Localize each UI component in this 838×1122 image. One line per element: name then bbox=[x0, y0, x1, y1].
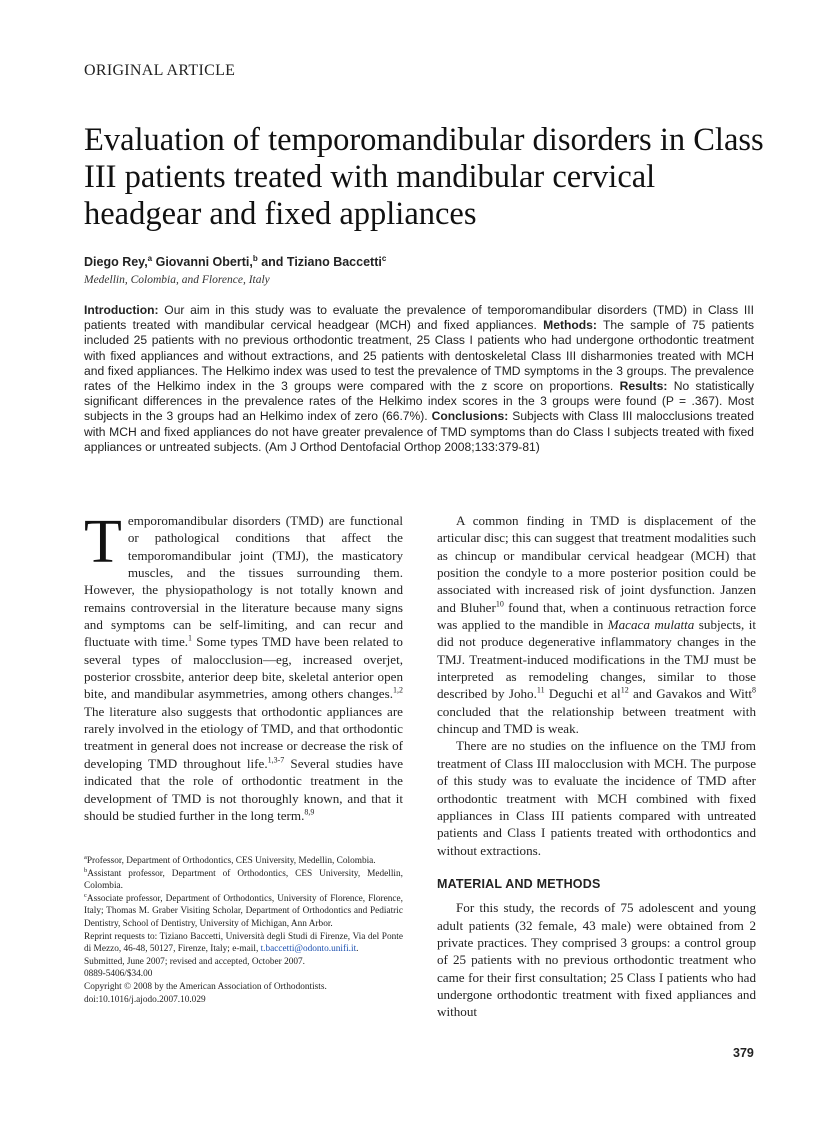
abstract-intro-text: Our aim in this study was to evaluate the prevalence of temporomandibular disorders (TMD) in Class III patients treated with mandibular cervical headgear (MCH) and fixed appliances. bbox=[84, 303, 754, 333]
citation[interactable]: 8,9 bbox=[304, 807, 315, 817]
page-number: 379 bbox=[733, 1046, 754, 1060]
abstract-conclusions-label: Conclusions: bbox=[431, 409, 509, 424]
abstract-conclusions-text: Subjects with Class III malocclusions treated with MCH and fixed appliances do not have greater prevalence of TMD symptoms than do Class I subjects treated with fixed appliances or untreated subjects. (Am J Orthod Dentofacial Orthop 2008;133:379-81) bbox=[84, 409, 754, 454]
abstract-methods-text: The sample of 75 patients included 25 patients with no previous orthodontic treatment, 25 Class I patients who had undergone orthodontic treatment with fixed appliances and without extractions, and 25 patients with dentoskeletal Class III disharmonies treated with MCH and fixed appliances. The Helkimo index was used to test the prevalence of TMD symptoms in the 3 groups. The prevalence rates of the Helkimo index in the 3 groups were compared with the z score on proportions. bbox=[84, 318, 754, 394]
footnote-text: Associate professor, Department of Orthodontics, University of Florence, Florence, Italy; Thomas M. Graber Visiting Scholar, Department of Orthodontics and Pediatric Dentistry, School of Dentistry, University of Michigan, Ann Arbor. bbox=[84, 893, 403, 929]
footnote-mark: a bbox=[84, 853, 87, 861]
body-text: and Gavakos and Witt bbox=[628, 686, 753, 702]
citation[interactable]: 11 bbox=[536, 686, 545, 696]
body-text: Deguchi et al bbox=[544, 686, 621, 702]
submission-dates: Submitted, June 2007; revised and accepted, October 2007. bbox=[84, 956, 306, 967]
author-affiliation-mark: c bbox=[381, 254, 387, 263]
abstract-results-label: Results: bbox=[619, 379, 668, 394]
author-name: and Tiziano Baccetti bbox=[257, 255, 382, 270]
citation[interactable]: 1 bbox=[188, 634, 193, 644]
citation[interactable]: 12 bbox=[620, 686, 629, 696]
footnotes bbox=[84, 855, 403, 1006]
intro-paragraph bbox=[84, 508, 404, 824]
email-link[interactable]: t.baccetti@odonto.unifi.it bbox=[260, 944, 357, 955]
footnote-text: Assistant professor, Department of Orthodontics, CES University, Medellin, Colombia. bbox=[84, 868, 403, 892]
body-text: The literature also suggests that orthodontic appliances are rarely involved in the etiology of TMD, and that orthodontic treatment in general does not increase or decrease the risk of developing TMD throughout life. bbox=[84, 703, 403, 771]
abstract-methods-label: Methods: bbox=[543, 318, 597, 333]
body-text: Some types TMD have been related to several types of malocclusion—eg, increased overjet, posterior crossbite, anterior deep bite, skeletal anterior open bite, and mandibular asymmetries, among others changes. bbox=[84, 634, 403, 702]
body-text: concluded that the relationship between treatment with chincup and TMD is weak. bbox=[437, 703, 756, 737]
author-affiliation: Medellin, Colombia, and Florence, Italy bbox=[84, 274, 270, 286]
body-text: subjects, it did not produce degenerative inflammatory changes in the TMJ. Treatment-induced modifications in the TMJ must be interpreted as remodeling changes, similar to those described by Joho. bbox=[437, 617, 756, 702]
copyright: Copyright © 2008 by the American Association of Orthodontists. bbox=[84, 981, 327, 992]
section-label: ORIGINAL ARTICLE bbox=[84, 62, 236, 79]
body-paragraph: For this study, the records of 75 adolescent and young adult patients (32 female, 43 male) were obtained from 2 private practices. They comprised 3 groups: a control group of 25 patients with no previous orthodontic treatment who came for their first consultation; 25 Class I patients who had undergone orthodontic treatment with fixed appliances and without bbox=[437, 900, 756, 1020]
footnote-mark: b bbox=[84, 866, 88, 874]
footnote-a bbox=[84, 855, 403, 868]
section-heading: MATERIAL AND METHODS bbox=[437, 876, 601, 891]
species-name: Macaca mulatta bbox=[607, 617, 695, 633]
body-paragraph bbox=[437, 512, 756, 737]
citation[interactable]: 8 bbox=[752, 686, 757, 696]
author-affiliation-mark: b bbox=[252, 254, 258, 263]
body-paragraph: There are no studies on the influence on the TMJ from treatment of Class III malocclusion with MCH. The purpose of this study was to evaluate the incidence of TMD after orthodontic treatment with MCH combined with fixed appliances in Class III patients compared with untreated patients and Class I patients treated with orthodontics and without extractions. bbox=[437, 738, 756, 858]
issn: 0889-5406/$34.00 bbox=[84, 969, 153, 980]
drop-cap: T bbox=[84, 508, 122, 576]
author-name: Giovanni Oberti, bbox=[152, 255, 253, 270]
author-name: Diego Rey, bbox=[84, 255, 148, 270]
author-affiliation-mark: a bbox=[147, 254, 153, 263]
footnote-c bbox=[84, 893, 403, 931]
body-text: Several studies have indicated that the role of orthodontic treatment in the development of TMD is not thoroughly known, and that it should be studied further in the long term. bbox=[84, 755, 404, 823]
body-text: A common finding in TMD is displacement of the articular disc; this can suggest that treatment modalities such as chincup or mandibular cervical headgear (MCH) that position the condyle to a more posterior position could be associated with increased risk of joint dysfunction. Janzen and Bluher bbox=[437, 513, 756, 615]
footnote-b bbox=[84, 868, 403, 893]
author-line bbox=[84, 254, 386, 269]
footnote-text: . bbox=[356, 944, 359, 955]
abstract-intro-label: Introduction: bbox=[84, 303, 159, 317]
footnote-mark: c bbox=[84, 891, 87, 899]
abstract bbox=[84, 303, 754, 455]
footnote-text: Professor, Department of Orthodontics, CES University, Medellin, Colombia. bbox=[86, 856, 376, 866]
reprint-requests bbox=[84, 931, 403, 956]
body-column-right bbox=[437, 512, 756, 1021]
body-text: found that, when a continuous retraction force was applied to the mandible in bbox=[437, 599, 756, 633]
doi: doi:10.1016/j.ajodo.2007.10.029 bbox=[84, 994, 206, 1005]
body-text: emporomandibular disorders (TMD) are functional or pathological conditions that affect the temporomandibular joint (TMJ), the masticatory muscles, and the tissues surrounding them. However, the physiopathology is not totally known and remains controversial in the literature because many signs and symptoms can be self-limiting, and can recur and fluctuate with time. bbox=[84, 513, 403, 650]
footnote-text: Reprint requests to: Tiziano Baccetti, Università degli Studi di Firenze, Via del Ponte di Mezzo, 46-48, 50127, Firenze, Italy; e-mail, bbox=[84, 931, 403, 955]
body-column-left bbox=[84, 508, 404, 824]
citation[interactable]: 1,3-7 bbox=[267, 755, 285, 765]
abstract-results-text: No statistically significant differences in the prevalence rates of the Helkimo index scores in the 3 groups were found (P = .367). Most subjects in the 3 groups had an Helkimo index of zero (66.7%). bbox=[84, 379, 755, 424]
citation[interactable]: 10 bbox=[495, 599, 504, 609]
citation[interactable]: 1,2 bbox=[393, 686, 403, 696]
article-title: Evaluation of temporomandibular disorders in Class III patients treated with mandibular cervical headgear and fixed appliances bbox=[84, 122, 764, 232]
